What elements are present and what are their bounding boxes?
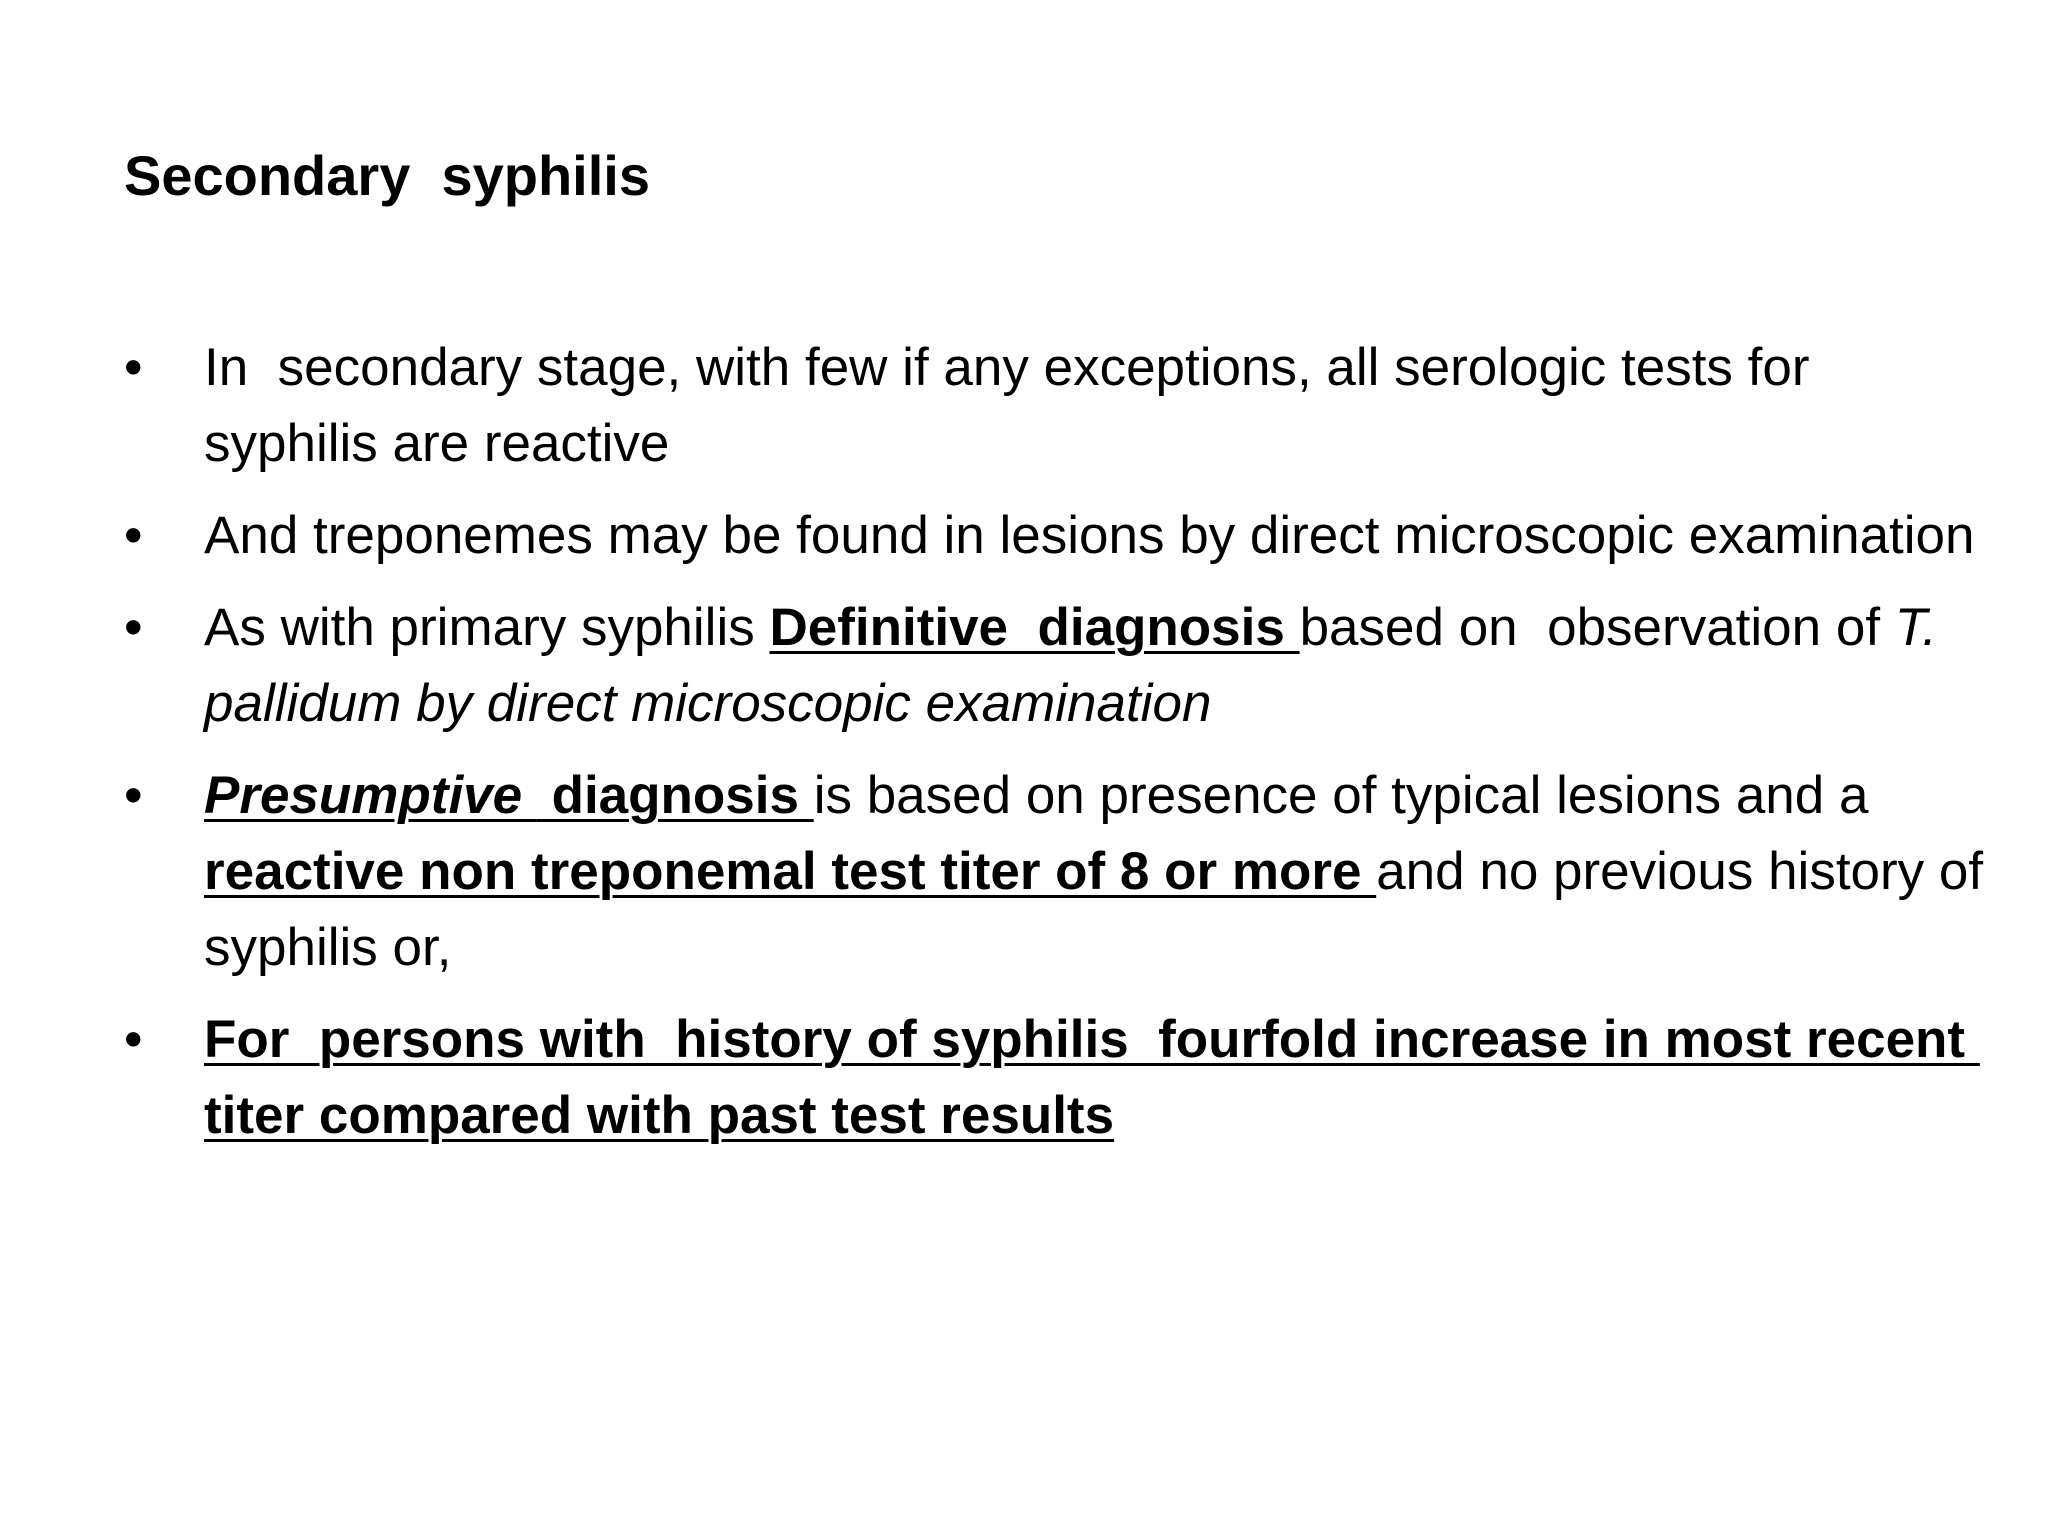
bullet-item — [124, 1002, 1984, 1154]
slide-title: Secondary syphilis — [124, 144, 650, 207]
bullet-text-middle: is based on presence of typical lesions and a — [813, 766, 1884, 825]
bullet-list — [124, 330, 1998, 1170]
bullet-item — [124, 590, 1984, 742]
bullet-marker: • — [124, 766, 143, 825]
bullet-marker: • — [124, 598, 143, 657]
presumptive-emphasis: Presumptive — [204, 766, 537, 825]
bullet-item — [124, 498, 1984, 574]
bullet-item — [124, 758, 1998, 986]
bullet-text-middle: based on observation of — [1299, 598, 1895, 657]
fourfold-increase-emphasis: For persons with history of syphilis fourfold increase in most recent titer compared with past test results — [204, 1010, 1980, 1145]
bullet-marker: • — [124, 338, 143, 397]
organism-italic-text: T. pallidum by direct microscopic examination — [204, 598, 1952, 733]
definitive-diagnosis-emphasis: Definitive diagnosis — [769, 598, 1300, 657]
bullet-text: And treponemes may be found in lesions by direct microscopic examination — [204, 506, 1975, 565]
bullet-marker: • — [124, 506, 143, 565]
bullet-marker: • — [124, 1010, 143, 1069]
bullet-text-tail: and no previous history of syphilis or, — [204, 842, 1998, 977]
bullet-item — [124, 330, 1984, 482]
bullet-text: In secondary stage, with few if any exceptions, all serologic tests for syphilis are reactive — [204, 338, 1825, 473]
titer-emphasis: reactive non treponemal test titer of 8 or more — [204, 842, 1377, 901]
bullet-text-lead: As with primary syphilis — [204, 598, 770, 657]
diagnosis-emphasis: diagnosis — [536, 766, 814, 825]
